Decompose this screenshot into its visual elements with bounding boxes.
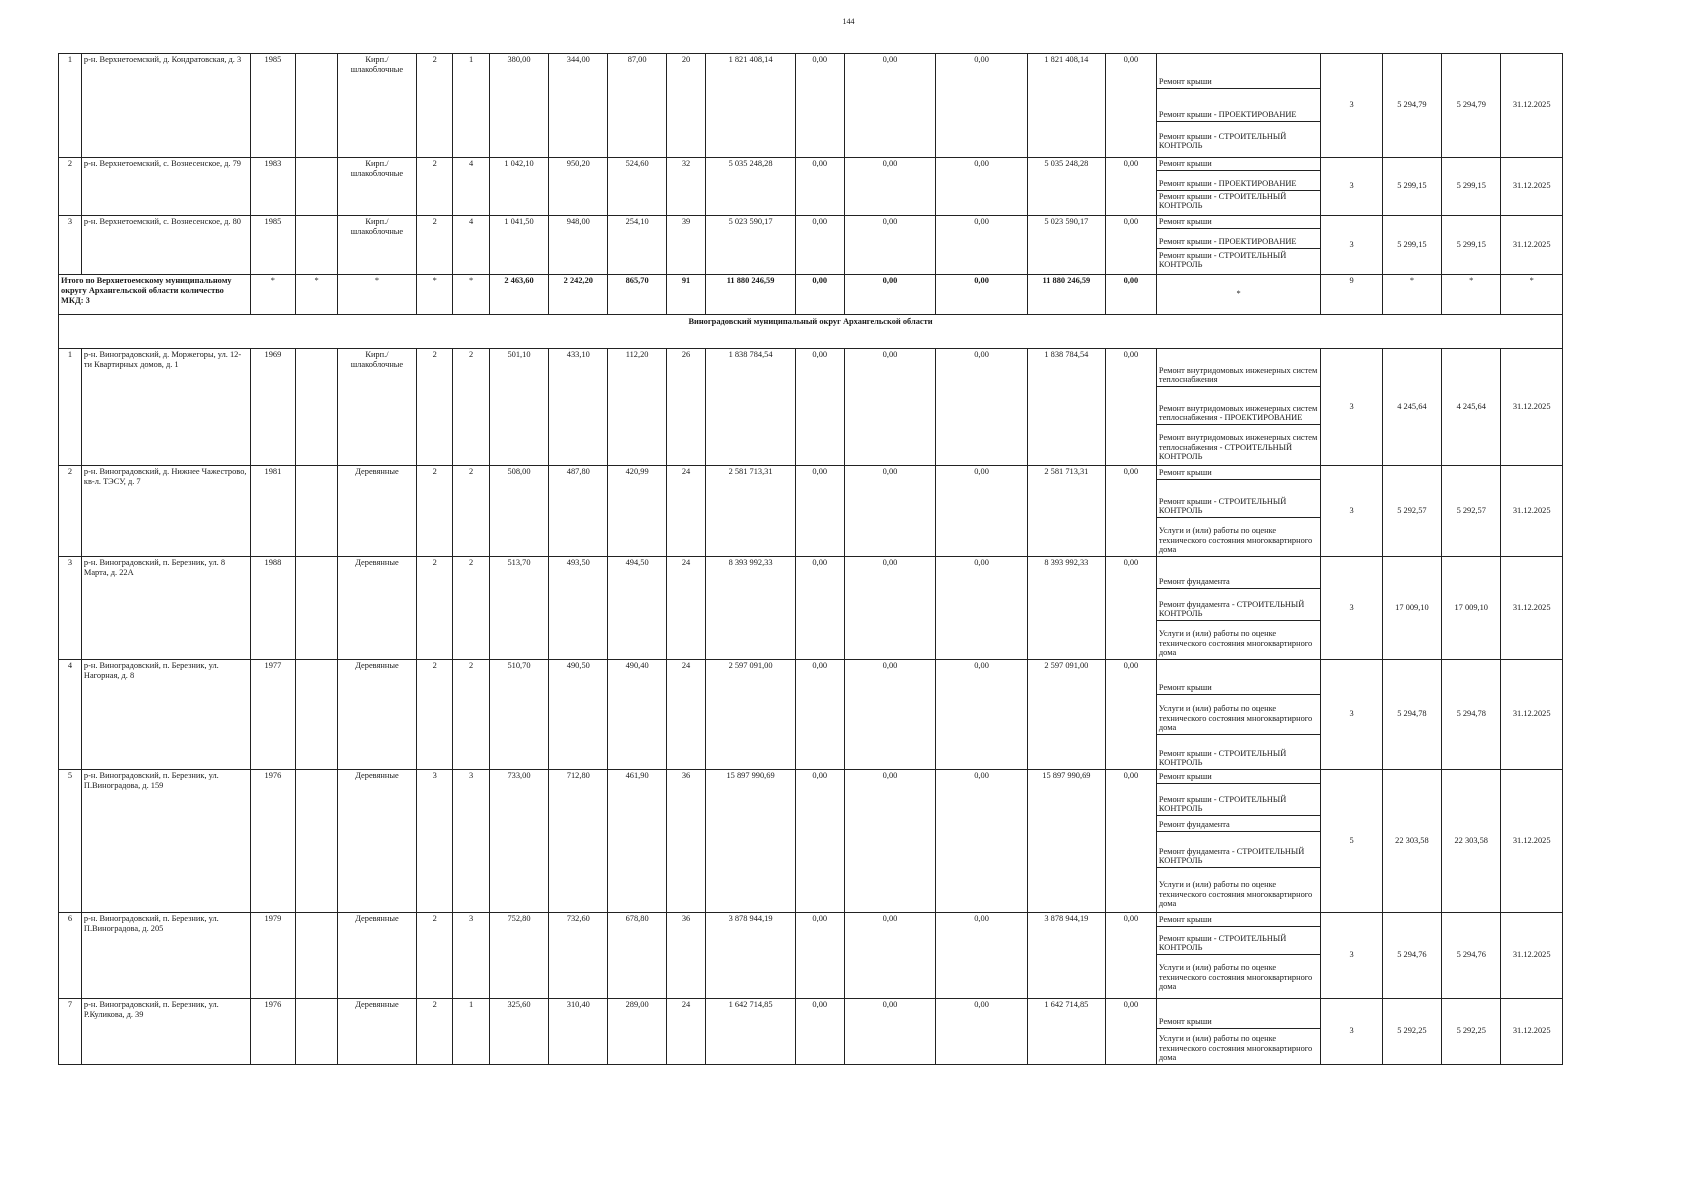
blank-cell [296,999,338,1065]
address-cell: р-н. Верхнетоемский, с. Вознесенское, д. 80 [81,216,250,275]
living-area-cell: 310,40 [549,999,608,1065]
units-count-cell: 3 [1321,54,1382,158]
regional-budget-cell: 0,00 [844,557,936,660]
local-budget-cell: 0,00 [936,913,1028,999]
work-item: Ремонт внутридомовых инженерных систем теплоснабжения - СТРОИТЕЛЬНЫЙ КОНТРОЛЬ [1158,433,1318,462]
work-item: Ремонт крыши [1157,913,1320,927]
other-sources-cell: 0,00 [1105,216,1156,275]
works-list-cell [1156,660,1320,770]
other-sources-cell: 0,00 [1105,770,1156,913]
unit-cost-cell: 5 294,76 [1382,913,1441,999]
completion-date-cell: 31.12.2025 [1501,660,1563,770]
total-area-cell: 380,00 [489,54,548,158]
wall-material-cell: Кирп./ шлакоблочные [337,158,416,216]
common-area-cell: 112,20 [608,349,666,466]
owners-cost-cell: 5 035 248,28 [1027,158,1105,216]
owners-cost-cell: 8 393 992,33 [1027,557,1105,660]
table-row [59,158,1563,216]
total-area-cell: 508,00 [489,466,548,557]
local-budget-cell: 0,00 [936,466,1028,557]
living-area-cell: 487,80 [549,466,608,557]
local-budget-cell: 0,00 [936,158,1028,216]
blank-cell [296,660,338,770]
floors-cell: 2 [417,216,453,275]
work-item: Услуги и (или) работы по оценке технического состояния многоквартирного дома [1158,526,1313,555]
floors-cell: 3 [417,770,453,913]
living-area-cell: 948,00 [549,216,608,275]
fund-cell: 0,00 [795,999,844,1065]
total-area-cell: 733,00 [489,770,548,913]
regional-budget-cell: 0,00 [844,913,936,999]
page-number: 144 [842,17,855,26]
wall-material-cell: Деревянные [337,913,416,999]
work-item: Ремонт крыши - СТРОИТЕЛЬНЫЙ КОНТРОЛЬ [1158,131,1287,151]
work-item: Ремонт фундамента - СТРОИТЕЛЬНЫЙ КОНТРОЛЬ [1157,832,1320,868]
owners-cost-cell: 1 838 784,54 [1027,349,1105,466]
regional-budget-cell: 0,00 [844,660,936,770]
residents-cell: 36 [666,913,706,999]
total-c13-cell: 0,00 [795,275,844,315]
year-built-cell: 1969 [250,349,296,466]
owners-cost-cell: 15 897 990,69 [1027,770,1105,913]
total-material-cell: * [337,275,416,315]
total-area-cell: 1 042,10 [489,158,548,216]
total-cost-total-cell: 11 880 246,59 [706,275,796,315]
completion-date-cell: 31.12.2025 [1501,54,1563,158]
blank-cell [296,349,338,466]
owners-cost-cell: 2 597 091,00 [1027,660,1105,770]
year-built-cell: 1981 [250,466,296,557]
works-list-cell [1156,913,1320,999]
completion-date-cell: 31.12.2025 [1501,349,1563,466]
work-item: Ремонт крыши - СТРОИТЕЛЬНЫЙ КОНТРОЛЬ [1157,480,1320,518]
table-row [59,913,1563,999]
work-item: Ремонт крыши - СТРОИТЕЛЬНЫЙ КОНТРОЛЬ [1158,250,1287,270]
work-item: Услуги и (или) работы по оценке технического состояния многоквартирного дома [1158,963,1313,992]
total-area-common-cell: 865,70 [608,275,666,315]
section-title: Виноградовский муниципальный округ Архангельской области [59,315,1563,349]
common-area-cell: 87,00 [608,54,666,158]
other-sources-cell: 0,00 [1105,466,1156,557]
other-sources-cell: 0,00 [1105,158,1156,216]
registry-table [58,53,1563,1065]
units-count-cell: 3 [1321,349,1382,466]
total-date-cell: * [1501,275,1563,315]
floors-cell: 2 [417,54,453,158]
common-area-cell: 524,60 [608,158,666,216]
total-cost-cell: 5 035 248,28 [706,158,796,216]
total-year-cell: * [250,275,296,315]
blank-cell [296,770,338,913]
living-area-cell: 712,80 [549,770,608,913]
fund-cell: 0,00 [795,660,844,770]
max-unit-cost-cell: 22 303,58 [1442,770,1501,913]
common-area-cell: 254,10 [608,216,666,275]
table-row [59,660,1563,770]
regional-budget-cell: 0,00 [844,466,936,557]
address-cell: р-н. Виноградовский, п. Березник, ул. Нагорная, д. 8 [81,660,250,770]
row-number: 7 [59,999,82,1065]
max-unit-cost-cell: 17 009,10 [1442,557,1501,660]
total-area-cell: 325,60 [489,999,548,1065]
row-number: 1 [59,349,82,466]
unit-cost-cell: 5 294,79 [1382,54,1441,158]
floors-cell: 2 [417,158,453,216]
units-count-cell: 3 [1321,216,1382,275]
works-list-cell [1156,349,1320,466]
units-count-cell: 3 [1321,999,1382,1065]
residents-cell: 24 [666,660,706,770]
unit-cost-cell: 5 294,78 [1382,660,1441,770]
row-number: 2 [59,466,82,557]
unit-cost-cell: 17 009,10 [1382,557,1441,660]
wall-material-cell: Кирп./ шлакоблочные [337,54,416,158]
table-row [59,349,1563,466]
entrances-cell: 3 [453,770,489,913]
works-list-cell [1156,216,1320,275]
completion-date-cell: 31.12.2025 [1501,216,1563,275]
floors-cell: 2 [417,913,453,999]
blank-cell [296,54,338,158]
completion-date-cell: 31.12.2025 [1501,999,1563,1065]
max-unit-cost-cell: 5 292,57 [1442,466,1501,557]
max-unit-cost-cell: 5 299,15 [1442,216,1501,275]
entrances-cell: 1 [453,54,489,158]
blank-cell [296,913,338,999]
living-area-cell: 433,10 [549,349,608,466]
table-row [59,54,1563,158]
year-built-cell: 1985 [250,216,296,275]
table-row [59,770,1563,913]
work-item: Ремонт крыши [1157,158,1320,171]
total-residents-cell: 91 [666,275,706,315]
max-unit-cost-cell: 4 245,64 [1442,349,1501,466]
regional-budget-cell: 0,00 [844,216,936,275]
total-entrances-cell: * [453,275,489,315]
total-cost-cell: 8 393 992,33 [706,557,796,660]
total-cost-cell: 1 642 714,85 [706,999,796,1065]
local-budget-cell: 0,00 [936,557,1028,660]
units-count-cell: 3 [1321,158,1382,216]
fund-cell: 0,00 [795,216,844,275]
completion-date-cell: 31.12.2025 [1501,557,1563,660]
wall-material-cell: Кирп./ шлакоблочные [337,349,416,466]
total-works-cell: * [1156,275,1320,315]
blank-cell [296,216,338,275]
total-cost-cell: 2 581 713,31 [706,466,796,557]
address-cell: р-н. Виноградовский, д. Нижнее Чажестрово, кв-л. ТЭСУ, д. 7 [81,466,250,557]
fund-cell: 0,00 [795,770,844,913]
unit-cost-cell: 4 245,64 [1382,349,1441,466]
owners-cost-cell: 2 581 713,31 [1027,466,1105,557]
works-list [1157,557,1320,659]
table-row [59,557,1563,660]
living-area-cell: 493,50 [549,557,608,660]
year-built-cell: 1985 [250,54,296,158]
works-list [1157,349,1320,465]
local-budget-cell: 0,00 [936,770,1028,913]
total-cost-cell: 1 838 784,54 [706,349,796,466]
unit-cost-cell: 5 292,25 [1382,999,1441,1065]
works-list-cell [1156,54,1320,158]
year-built-cell: 1988 [250,557,296,660]
completion-date-cell: 31.12.2025 [1501,466,1563,557]
max-unit-cost-cell: 5 292,25 [1442,999,1501,1065]
residents-cell: 20 [666,54,706,158]
wall-material-cell: Деревянные [337,466,416,557]
total-cost-cell: 2 597 091,00 [706,660,796,770]
work-item: Услуги и (или) работы по оценке технического состояния многоквартирного дома [1157,695,1320,735]
wall-material-cell: Деревянные [337,999,416,1065]
residents-cell: 24 [666,466,706,557]
table-row [59,216,1563,275]
common-area-cell: 289,00 [608,999,666,1065]
section-header-row [59,315,1563,349]
residents-cell: 36 [666,770,706,913]
works-list-cell [1156,557,1320,660]
regional-budget-cell: 0,00 [844,349,936,466]
fund-cell: 0,00 [795,158,844,216]
work-item: Услуги и (или) работы по оценке технического состояния многоквартирного дома [1158,1034,1313,1063]
other-sources-cell: 0,00 [1105,557,1156,660]
unit-cost-cell: 22 303,58 [1382,770,1441,913]
total-area-living-cell: 2 242,20 [549,275,608,315]
local-budget-cell: 0,00 [936,349,1028,466]
table-row [59,999,1563,1065]
total-area-cell: 752,80 [489,913,548,999]
row-number: 5 [59,770,82,913]
fund-cell: 0,00 [795,557,844,660]
total-cost-cell: 15 897 990,69 [706,770,796,913]
unit-cost-cell: 5 299,15 [1382,216,1441,275]
other-sources-cell: 0,00 [1105,349,1156,466]
local-budget-cell: 0,00 [936,999,1028,1065]
address-cell: р-н. Верхнетоемский, д. Кондратовская, д. 3 [81,54,250,158]
row-number: 3 [59,557,82,660]
residents-cell: 39 [666,216,706,275]
regional-budget-cell: 0,00 [844,158,936,216]
floors-cell: 2 [417,557,453,660]
wall-material-cell: Деревянные [337,770,416,913]
units-count-cell: 5 [1321,770,1382,913]
address-cell: р-н. Виноградовский, п. Березник, ул. П.Виноградова, д. 159 [81,770,250,913]
work-item: Ремонт фундамента - СТРОИТЕЛЬНЫЙ КОНТРОЛЬ [1157,589,1320,621]
entrances-cell: 2 [453,466,489,557]
units-count-cell: 3 [1321,557,1382,660]
fund-cell: 0,00 [795,54,844,158]
work-item: Ремонт крыши - СТРОИТЕЛЬНЫЙ КОНТРОЛЬ [1158,191,1287,211]
work-item: Ремонт внутридомовых инженерных систем теплоснабжения - ПРОЕКТИРОВАНИЕ [1157,387,1320,425]
total-area-cell: 501,10 [489,349,548,466]
living-area-cell: 732,60 [549,913,608,999]
work-item: Услуги и (или) работы по оценке технического состояния многоквартирного дома [1158,629,1313,658]
max-unit-cost-cell: 5 294,78 [1442,660,1501,770]
completion-date-cell: 31.12.2025 [1501,158,1563,216]
owners-cost-cell: 1 642 714,85 [1027,999,1105,1065]
wall-material-cell: Кирп./ шлакоблочные [337,216,416,275]
work-item: Ремонт внутридомовых инженерных систем теплоснабжения [1157,349,1320,387]
completion-date-cell: 31.12.2025 [1501,770,1563,913]
works-list [1157,913,1320,998]
work-item: Ремонт крыши - СТРОИТЕЛЬНЫЙ КОНТРОЛЬ [1157,927,1320,955]
entrances-cell: 3 [453,913,489,999]
common-area-cell: 490,40 [608,660,666,770]
table-row [59,466,1563,557]
blank-cell [296,466,338,557]
other-sources-cell: 0,00 [1105,913,1156,999]
common-area-cell: 494,50 [608,557,666,660]
address-cell: р-н. Виноградовский, п. Березник, ул. Р.Куликова, д. 39 [81,999,250,1065]
common-area-cell: 420,99 [608,466,666,557]
total-floors-cell: * [417,275,453,315]
owners-cost-cell: 1 821 408,14 [1027,54,1105,158]
works-list [1157,660,1320,769]
works-list [1157,466,1320,556]
living-area-cell: 344,00 [549,54,608,158]
living-area-cell: 950,20 [549,158,608,216]
other-sources-cell: 0,00 [1105,54,1156,158]
floors-cell: 2 [417,466,453,557]
max-unit-cost-cell: 5 299,15 [1442,158,1501,216]
total-units-cell: 9 [1321,275,1382,315]
work-item: Ремонт крыши [1157,770,1320,784]
entrances-cell: 2 [453,349,489,466]
regional-budget-cell: 0,00 [844,770,936,913]
entrances-cell: 2 [453,660,489,770]
residents-cell: 24 [666,999,706,1065]
work-item: Ремонт крыши - СТРОИТЕЛЬНЫЙ КОНТРОЛЬ [1157,784,1320,816]
total-c14-cell: 0,00 [844,275,936,315]
regional-budget-cell: 0,00 [844,54,936,158]
address-cell: р-н. Виноградовский, д. Моржегоры, ул. 12-ти Квартирных домов, д. 1 [81,349,250,466]
address-cell: р-н. Верхнетоемский, с. Вознесенское, д. 79 [81,158,250,216]
unit-cost-cell: 5 299,15 [1382,158,1441,216]
total-cost-cell: 5 023 590,17 [706,216,796,275]
total-area-cell: 510,70 [489,660,548,770]
year-built-cell: 1976 [250,770,296,913]
work-item: Ремонт фундамента [1157,816,1320,832]
work-item: Ремонт крыши - ПРОЕКТИРОВАНИЕ [1157,89,1320,122]
total-area-total-cell: 2 463,60 [489,275,548,315]
works-list [1157,54,1320,157]
max-unit-cost-cell: 5 294,79 [1442,54,1501,158]
residents-cell: 32 [666,158,706,216]
total-area-cell: 1 041,50 [489,216,548,275]
common-area-cell: 678,80 [608,913,666,999]
work-item: Ремонт крыши [1157,216,1320,229]
address-cell: р-н. Виноградовский, п. Березник, ул. 8 Марта, д. 22А [81,557,250,660]
wall-material-cell: Деревянные [337,557,416,660]
total-area-cell: 513,70 [489,557,548,660]
works-list-cell [1156,770,1320,913]
unit-cost-cell: 5 292,57 [1382,466,1441,557]
units-count-cell: 3 [1321,466,1382,557]
row-number: 2 [59,158,82,216]
floors-cell: 2 [417,349,453,466]
max-unit-cost-cell: 5 294,76 [1442,913,1501,999]
total-label: Итого по Верхнетоемскому муниципальному округу Архангельской области количество МКД: 3 [59,275,251,315]
total-row [59,275,1563,315]
works-list [1157,770,1320,912]
entrances-cell: 1 [453,999,489,1065]
row-number: 1 [59,54,82,158]
work-item: Ремонт крыши - ПРОЕКТИРОВАНИЕ [1157,229,1320,249]
owners-cost-cell: 5 023 590,17 [1027,216,1105,275]
row-number: 4 [59,660,82,770]
row-number: 3 [59,216,82,275]
row-number: 6 [59,913,82,999]
units-count-cell: 3 [1321,913,1382,999]
completion-date-cell: 31.12.2025 [1501,913,1563,999]
works-list-cell [1156,158,1320,216]
owners-cost-cell: 3 878 944,19 [1027,913,1105,999]
work-item: Услуги и (или) работы по оценке технического состояния многоквартирного дома [1158,880,1313,909]
fund-cell: 0,00 [795,349,844,466]
common-area-cell: 461,90 [608,770,666,913]
work-item: Ремонт крыши - ПРОЕКТИРОВАНИЕ [1157,171,1320,191]
work-item: Ремонт крыши [1157,999,1320,1029]
works-list [1157,158,1320,215]
total-cost-cell: 3 878 944,19 [706,913,796,999]
work-item: Ремонт крыши - СТРОИТЕЛЬНЫЙ КОНТРОЛЬ [1158,748,1287,768]
total-unit-cost-cell: * [1382,275,1441,315]
blank-cell [296,557,338,660]
floors-cell: 2 [417,660,453,770]
units-count-cell: 3 [1321,660,1382,770]
year-built-cell: 1976 [250,999,296,1065]
year-built-cell: 1977 [250,660,296,770]
address-cell: р-н. Виноградовский, п. Березник, ул. П.Виноградова, д. 205 [81,913,250,999]
other-sources-cell: 0,00 [1105,660,1156,770]
total-c15-cell: 0,00 [936,275,1028,315]
work-item: Ремонт крыши [1157,660,1320,695]
blank-cell [296,158,338,216]
local-budget-cell: 0,00 [936,216,1028,275]
year-built-cell: 1979 [250,913,296,999]
work-item: Ремонт фундамента [1157,557,1320,589]
total-c4-cell: * [296,275,338,315]
works-list [1157,999,1320,1064]
total-c17-cell: 0,00 [1105,275,1156,315]
registry-table-wrapper [58,53,1563,1065]
living-area-cell: 490,50 [549,660,608,770]
works-list [1157,216,1320,274]
work-item: Ремонт крыши [1157,54,1320,89]
entrances-cell: 2 [453,557,489,660]
regional-budget-cell: 0,00 [844,999,936,1065]
other-sources-cell: 0,00 [1105,999,1156,1065]
fund-cell: 0,00 [795,466,844,557]
year-built-cell: 1983 [250,158,296,216]
wall-material-cell: Деревянные [337,660,416,770]
fund-cell: 0,00 [795,913,844,999]
entrances-cell: 4 [453,216,489,275]
total-max-cost-cell: * [1442,275,1501,315]
residents-cell: 26 [666,349,706,466]
local-budget-cell: 0,00 [936,660,1028,770]
floors-cell: 2 [417,999,453,1065]
residents-cell: 24 [666,557,706,660]
work-item: Ремонт крыши [1157,466,1320,480]
total-cost-cell: 1 821 408,14 [706,54,796,158]
total-cost-owners-cell: 11 880 246,59 [1027,275,1105,315]
works-list-cell [1156,466,1320,557]
local-budget-cell: 0,00 [936,54,1028,158]
entrances-cell: 4 [453,158,489,216]
works-list-cell [1156,999,1320,1065]
